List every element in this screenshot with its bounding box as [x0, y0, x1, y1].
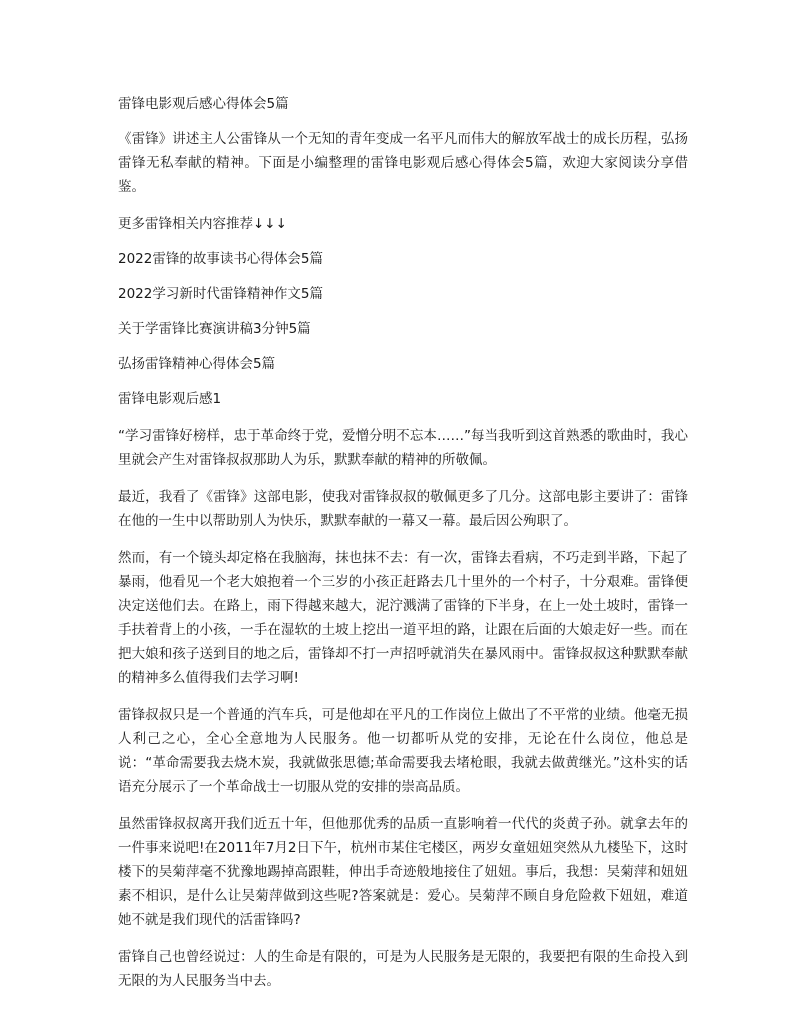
body-paragraph-2: 最近，我看了《雷锋》这部电影，使我对雷锋叔叔的敬佩更多了几分。这部电影主要讲了：雷锋在他的一生中以帮助别人为快乐，默默奉献的一幕又一幕。最后因公殉职了。: [118, 489, 688, 529]
body-paragraph-4: 雷锋叔叔只是一个普通的汽车兵，可是他却在平凡的工作岗位上做出了不平常的业绩。他毫无损人利己之心，全心全意地为人民服务。他一切都听从党的安排，无论在什么岗位，他总是说：“革命需要我去烧木炭，我就做张思德;革命需要我去堵枪眼，我就去做黄继光。”这朴实的话语充分展示了一个革命战士一切服从党的安排的崇高品质。: [118, 707, 688, 795]
related-link-3[interactable]: 关于学雷锋比赛演讲稿3分钟5篇: [118, 321, 311, 337]
body-paragraph-3: 然而，有一个镜头却定格在我脑海，抹也抹不去：有一次，雷锋去看病，不巧走到半路，下起了暴雨，他看见一个老大娘抱着一个三岁的小孩正赶路去几十里外的一个村子，十分艰难。雷锋便决定送他们去。在路上，雨下得越来越大，泥泞溅满了雷锋的下半身，在上一处土坡时，雷锋一手扶着背上的小孩，一手在湿软的土坡上挖出一道平坦的路，让跟在后面的大娘走好一些。而在把大娘和孩子送到目的地之后，雷锋却不打一声招呼就消失在暴风雨中。雷锋叔叔这种默默奉献的精神多么值得我们去学习啊!: [118, 550, 688, 686]
related-link-2[interactable]: 2022学习新时代雷锋精神作文5篇: [118, 286, 323, 302]
document-page: [118, 92, 688, 993]
more-recommendations-label: 更多雷锋相关内容推荐↓↓↓: [118, 216, 287, 232]
intro-paragraph: 《雷锋》讲述主人公雷锋从一个无知的青年变成一名平凡而伟大的解放军战士的成长历程，弘扬雷锋无私奉献的精神。下面是小编整理的雷锋电影观后感心得体会5篇，欢迎大家阅读分享借鉴。: [118, 131, 688, 195]
document-title: 雷锋电影观后感心得体会5篇: [118, 96, 289, 112]
body-paragraph-1: “学习雷锋好榜样，忠于革命终于党，爱憎分明不忘本……”每当我听到这首熟悉的歌曲时，我心里就会产生对雷锋叔叔那助人为乐，默默奉献的精神的所敬佩。: [118, 428, 688, 468]
related-link-4[interactable]: 弘扬雷锋精神心得体会5篇: [118, 356, 276, 372]
section-heading: 雷锋电影观后感1: [118, 391, 222, 407]
related-link-1[interactable]: 2022雷锋的故事读书心得体会5篇: [118, 251, 323, 267]
body-paragraph-5: 虽然雷锋叔叔离开我们近五十年，但他那优秀的品质一直影响着一代代的炎黄子孙。就拿去年的一件事来说吧!在2011年7月2日下午，杭州市某住宅楼区，两岁女童妞妞突然从九楼坠下，这时楼下的吴菊萍毫不犹豫地踢掉高跟鞋，伸出手奇迹般地接住了妞妞。事后，我想：吴菊萍和妞妞素不相识，是什么让吴菊萍做到这些呢?答案就是：爱心。吴菊萍不顾自身危险救下妞妞，难道她不就是我们现代的活雷锋吗?: [118, 816, 688, 928]
body-paragraph-6: 雷锋自己也曾经说过：人的生命是有限的，可是为人民服务是无限的，我要把有限的生命投入到无限的为人民服务当中去。: [118, 949, 688, 989]
